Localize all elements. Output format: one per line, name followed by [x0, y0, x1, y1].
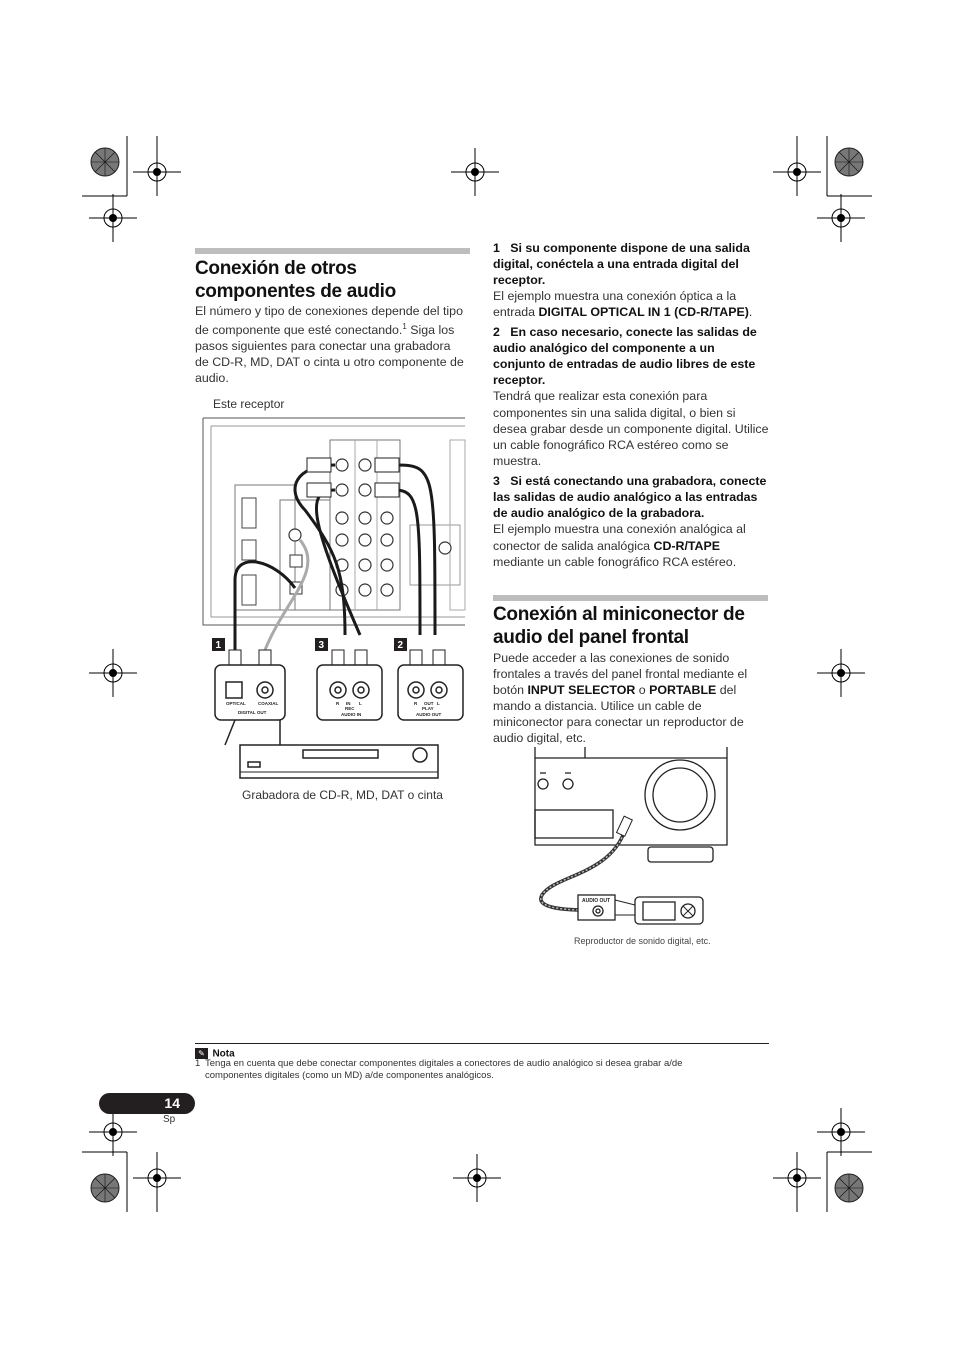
- page-number-tab: [99, 1093, 195, 1114]
- note-rule: [195, 1043, 769, 1044]
- callout-3: 3: [318, 640, 325, 651]
- front-jack-text-3: del mando a distancia. Utilice un cable de miniconector para conectar un reproductor de audio digital, etc.: [493, 683, 744, 745]
- step-1-heading: Si su componente dispone de una salida digital, conéctela a una entrada digital del receptor.: [493, 241, 750, 287]
- section-bar-right: [493, 595, 768, 601]
- note-icon: ✎: [195, 1048, 208, 1059]
- step-3-post: mediante un cable fonográfico RCA estéreo.: [493, 554, 737, 569]
- label-l-out: L: [437, 701, 440, 706]
- steps-list: [493, 240, 770, 574]
- label-optical: OPTICAL: [226, 701, 246, 706]
- label-out: OUT: [424, 701, 434, 706]
- step-2-num: 2: [493, 325, 500, 340]
- connection-diagram: [195, 410, 470, 785]
- language-code: Sp: [163, 1114, 176, 1125]
- step-1-body: El ejemplo muestra una conexión óptica a la entrada: [493, 289, 737, 320]
- callout-2: 2: [397, 640, 404, 651]
- step-2-heading: En caso necesario, conecte las salidas de audio analógico del componente a un conjunto de entradas de audio libres de este receptor.: [493, 325, 757, 388]
- receiver-caption: Este receptor: [213, 397, 285, 411]
- recorder-caption: Grabadora de CD-R, MD, DAT o cinta: [242, 788, 443, 802]
- front-jack-paragraph: [493, 650, 770, 746]
- page-number: 14: [164, 1095, 180, 1111]
- audio-out-label: AUDIO OUT: [582, 898, 611, 904]
- step-1-num: 1: [493, 241, 500, 255]
- note-line-2: componentes digitales (como un MD) a/de componentes analógicos.: [205, 1070, 494, 1081]
- label-r-in: R: [336, 701, 340, 706]
- label-audio-out: AUDIO OUT: [416, 712, 442, 717]
- player-caption: Reproductor de sonido digital, etc.: [574, 936, 711, 946]
- section-title-other-audio: Conexión de otros componentes de audio: [195, 258, 396, 302]
- step-2-body: Tendrá que realizar esta conexión para componentes sin una salida digital, o bien si desea grabar desde un componente digital. Utilice un cable fonográfico RCA estéreo como se muestra.: [493, 389, 769, 469]
- front-jack-text-1: Puede acceder a las conexiones de sonido frontales a través del panel frontal mediante el botón: [493, 651, 748, 697]
- footnote-ref: 1: [402, 322, 407, 331]
- step-3-num: 3: [493, 474, 500, 489]
- section-title-front-jack: Conexión al miniconector de audio del panel frontal: [493, 604, 745, 648]
- section-bar-left: [195, 248, 470, 254]
- label-l-in: L: [359, 701, 362, 706]
- intro-text-2: Siga los pasos siguientes para conectar una grabadora de CD-R, MD, DAT o cinta u otro componente de audio.: [195, 323, 464, 386]
- label-audio-in: AUDIO IN: [341, 712, 362, 717]
- step-3-heading: Si está conectando una grabadora, conecte las salidas de audio analógico a las entradas de audio analógico de la grabadora.: [493, 474, 767, 521]
- step-2: [493, 324, 770, 469]
- label-rec: REC: [345, 706, 355, 711]
- label-in: IN: [346, 701, 351, 706]
- label-r-out: R: [414, 701, 418, 706]
- input-selector-label: INPUT SELECTOR: [527, 683, 636, 697]
- front-panel-diagram: [530, 745, 730, 930]
- step-1-bold: DIGITAL OPTICAL IN 1 (CD-R/TAPE): [538, 305, 749, 320]
- front-jack-text-2: o: [635, 683, 650, 697]
- step-3: [493, 473, 770, 570]
- step-1-post: .: [748, 305, 753, 320]
- note-line-1: Tenga en cuenta que debe conectar componentes digitales a conectores de audio analógico si desea grabar a/de: [205, 1058, 683, 1069]
- step-3-bold: CD-R/TAPE: [653, 538, 721, 553]
- intro-text-1: El número y tipo de conexiones depende del tipo de componente que esté conectando.: [195, 304, 463, 338]
- callout-1: 1: [215, 640, 222, 651]
- note-number: 1: [195, 1058, 201, 1069]
- step-1: [493, 240, 770, 320]
- label-coaxial: COAXIAL: [258, 701, 279, 706]
- portable-label: PORTABLE: [649, 683, 717, 697]
- label-play: PLAY: [422, 706, 434, 711]
- label-digital-out: DIGITAL OUT: [238, 710, 267, 715]
- note-header: [195, 1045, 235, 1060]
- intro-paragraph: [195, 303, 467, 386]
- note-heading: Nota: [212, 1048, 235, 1060]
- step-3-body: El ejemplo muestra una conexión analógica al conector de salida analógica: [493, 522, 746, 553]
